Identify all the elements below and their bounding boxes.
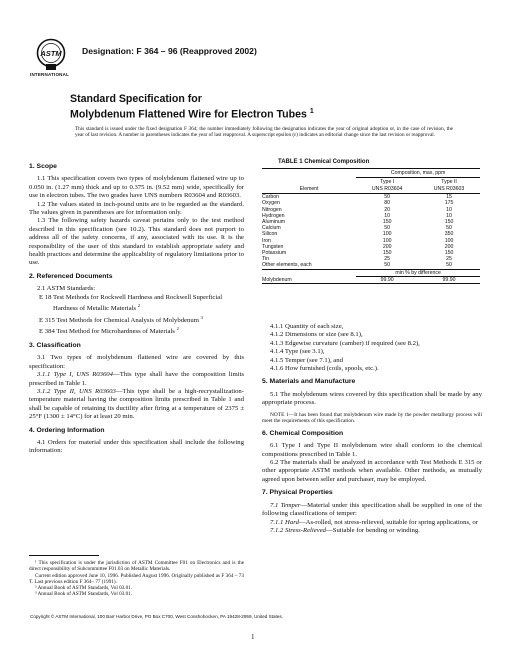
para-3-1: 3.1 Two types of molybdenum flattened wire are covered by this specification: [29,354,244,370]
col-group: Composition, max, ppm [356,169,480,178]
element-name: Potassium [262,250,287,257]
type2-value: 100 [444,237,454,244]
type2-value: 15 [446,194,452,201]
footnote-3: ³ Annual Book of ASTM Standards, Vol 03.01. [35,591,133,598]
element-name: Tungsten [262,243,284,250]
table-row [262,194,480,201]
type2-value: 175 [444,200,454,207]
type1-value: 150 [382,219,392,226]
type1-value: 80 [384,200,391,207]
right-column [262,323,482,535]
footnote-1: ¹ This specification is under the jurisdiction of ASTM Committee F01 on Electronics and is the direct responsibility of Subcommittee F01.03 on Metallic Materials. [29,560,244,573]
para-1-1: 1.1 This specification covers two types of molybdenum flattened wire up to 0.050 in. (1.27 mm) thick and up to 0.375 in. (9.52 mm) wide, specifically for use in electron tubes. The two grades have UNS numbers R03604 and R03603. [29,175,244,200]
para-3-1-2: 3.1.2 Type II, UNS R03603—This type shall be a high-recrystallization-temperature material having the composition limits prescribed in Table 1 and shall be capable of retaining its ductility after firing at a temperature of 2375 ± 25°F (1300 ± 14°C) for at least 20 min. [29,388,245,421]
table-caption: TABLE 1 Chemical Composition [278,159,370,165]
para-6-1: 6.1 Type I and Type II molybdenum wire shall conform to the chemical compositions prescribed in Table 1. [262,442,482,458]
title-line-2: Molybdenum Flattened Wire for Electron Tubes [70,108,307,121]
para-7-1-2: 7.1.2 Stress-Relieved—Suitable for bending or winding. [270,526,420,534]
item-4-1-6: 4.1.6 How furnished (coils, spools, etc.). [270,365,379,373]
title-footnote-mark: 1 [309,107,314,115]
col-type1: Type I UNS R03604 [356,178,418,194]
type1-value: 200 [382,243,392,250]
para-7-1: 7.1 Temper—Material under this specification shall be supplied in one of the following classifications of temper: [262,501,482,518]
para-4-1: 4.1 Orders for material under this specification shall include the following information: [29,439,244,455]
section-chem-heading: 6. Chemical Composition [262,429,344,437]
element-name: Other elements, each [262,262,312,269]
section-class-heading: 3. Classification [29,342,81,350]
element-name: Tin [262,256,270,263]
footnote-rule [29,555,99,556]
para-1-2: 1.2 The values stated in inch-pound units are to be regarded as the standard. The values given in parentheses are for information only. [29,200,244,217]
type1-value: 100 [382,231,392,238]
type1-value: 25 [384,256,391,263]
type1-value: 100 [382,237,392,244]
para-7-1-1: 7.1.1 Hard—As-rolled, not stress-relieved, suitable for spring applications, or [270,518,478,526]
moly-type1: 99.90 [356,276,418,283]
para-2-1: 2.1 ASTM Standards: [37,285,96,293]
section-order-heading: 4. Ordering Information [29,426,105,434]
type2-value: 200 [444,243,454,250]
item-4-1-3: 4.1.3 Edgewise curvature (camber) if required (see 8.2), [270,339,420,347]
type1-value: 50 [384,225,391,232]
svg-text:ASTM: ASTM [40,49,62,58]
type2-value: 150 [444,250,454,257]
section-refs-heading: 2. Referenced Documents [29,272,113,280]
ref-e384: E 384 Test Method for Microhardness of Materials $^2$ [39,326,179,336]
section-phys-heading: 7. Physical Properties [262,489,333,497]
col-element: Element [262,169,356,194]
copyright: Copyright © ASTM International, 100 Barr Harbor Drive, PO Box C700, West Conshohocken, PA 19428-2959, United States. [30,614,283,619]
item-4-1-1: 4.1.1 Quantity of each size, [270,323,344,330]
type1-value: 150 [382,250,392,257]
diff-header: min % by difference [356,269,480,276]
para-6-2: 6.2 The materials shall be analyzed in accordance with Test Methods E 315 or other appropriate ASTM methods when available. Other methods, as mutually agreed upon between seller and purchaser, may be employed. [262,459,482,483]
moly-label: Molybdenum [262,276,356,283]
element-name: Calcium [262,225,281,232]
para-3-1-1: 3.1.1 Type I, UNS R03604—This type shall have the composition limits prescribed in Table 1. [29,371,244,387]
col-type2: Type II UNS R03603 [418,178,480,194]
item-4-1-5: 4.1.5 Temper (see 7.1), and [270,356,343,364]
type1-value: 50 [384,194,391,201]
type2-value: 50 [446,225,452,232]
type2-value: 25 [446,256,452,263]
element-name: Iron [262,237,271,244]
issuance-notice: This standard is issued under the fixed designation F 364; the number immediately following the designation indicates the year of original adoption or, in the case of revision, the year of last revision. A number in parentheses indicates the year of last reapproval. A superscript epsilon (ε) indicates an editorial change since the last revision or reapproval. [75,126,453,139]
moly-type2: 99.90 [418,276,480,283]
para-5-1: 5.1 The molybdenum wires covered by this specification shall be made by any appropriate process. [262,390,482,407]
para-1-3: 1.3 The following safety hazards caveat pertains only to the test method described in this specification (see 10.2). This standard does not purport to address all of the safety concerns, if any, associated with its use. It is the responsibility of the user of this standard to establish appropriate safety and health practices and determine the applicability of regulatory limitations prior to use. [29,217,244,267]
element-name: Hydrogen [262,212,285,219]
element-name: Oxygen [262,200,280,207]
left-column [29,158,244,456]
type2-value: 10 [446,206,452,213]
type2-value: 350 [444,231,454,238]
page-number: 1 [251,633,255,641]
type1-value: 50 [384,262,391,269]
item-4-1-2: 4.1.2 Dimensions or size (see 8.1), [270,331,363,339]
composition-table [262,168,480,284]
section-scope-heading: 1. Scope [29,163,57,170]
element-name: Aluminum [262,219,286,226]
note-1: NOTE 1—It has been found that molybdenum wire made by the powder metallurgy process will meet the requirements of this specification. [262,411,482,425]
table-row [262,262,480,269]
type1-value: 20 [384,206,391,213]
type2-value: 150 [444,219,454,226]
type1-value: 10 [384,212,391,219]
ref-e315: E 315 Test Methods for Chemical Analysis of Molybdenum $^3$ [39,314,203,324]
type2-value: 10 [446,212,452,219]
footnote-2: ² Annual Book of ASTM Standards, Vol 03.01. [35,585,133,592]
designation: Designation: F 364 – 96 (Reapproved 2002) [82,46,257,56]
element-name: Nitrogen [262,206,282,213]
footnotes [29,555,244,598]
item-4-1-4: 4.1.4 Type (see 3.1), [270,348,325,356]
type2-value: 50 [446,262,452,269]
footnote-1b: Current edition approved June 10, 1996. Published August 1996. Originally published as F 364 – 73 T. Last previous edition F 364– 77 (1991). [29,572,244,585]
title-line-1: Standard Specification for [70,93,202,105]
ref-e18: E 18 Test Methods for Rockwell Hardness and Rockwell Superficial Hardness of Metallic Materials $^2$ [39,293,223,313]
element-name: Silicon [262,231,278,238]
section-materials-heading: 5. Materials and Manufacture [262,378,356,386]
document-title [70,93,314,121]
international-label: INTERNATIONAL [30,72,70,77]
astm-logo [36,38,66,72]
element-name: Carbon [262,194,280,201]
